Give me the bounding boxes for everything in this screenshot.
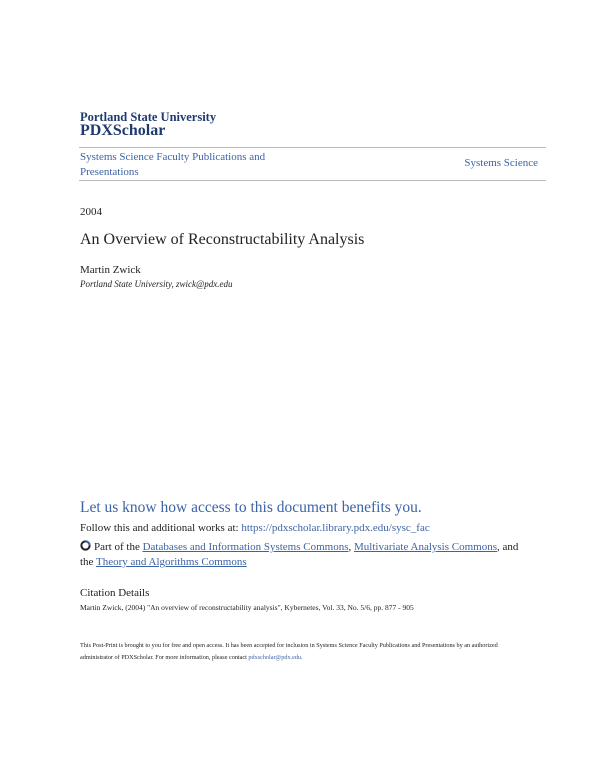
access-notice <box>80 640 525 664</box>
author-name: Martin Zwick <box>80 264 141 276</box>
author-affiliation: Portland State University, zwick@pdx.edu <box>80 279 233 289</box>
contact-email-link[interactable]: pdxscholar@pdx.edu <box>248 654 302 661</box>
collection-link[interactable]: Systems Science Faculty Publications and Presentations <box>80 151 266 178</box>
commons-separator-2: , and the <box>80 541 519 568</box>
paper-title: An Overview of Reconstructability Analysis <box>80 231 365 248</box>
follow-line <box>80 522 430 534</box>
multivariate-commons-link[interactable]: Multivariate Analysis Commons <box>354 541 497 553</box>
follow-text: Follow this and additional works at: <box>80 522 242 534</box>
repository-name[interactable]: PDXScholar <box>80 122 166 139</box>
university-name: Portland State University <box>80 110 217 124</box>
benefits-feedback-link[interactable]: Let us know how access to this document benefits you. <box>80 499 422 516</box>
commons-separator-1: , <box>348 541 354 553</box>
open-access-icon <box>80 540 91 551</box>
header-rule-top <box>79 147 546 148</box>
publication-year: 2004 <box>80 206 102 218</box>
citation-heading: Citation Details <box>80 587 150 599</box>
department-link[interactable]: Systems Science <box>464 157 538 169</box>
collection-url-link[interactable]: https://pdxscholar.library.pdx.edu/sysc_fac <box>241 522 430 534</box>
header-rule-bottom <box>79 180 546 181</box>
databases-commons-link[interactable]: Databases and Information Systems Commons <box>142 541 349 553</box>
part-of-line <box>80 540 530 570</box>
citation-text: Martin Zwick, (2004) "An overview of reconstructability analysis", Kybernetes, Vol. 33, No. 5/6, pp. 877 - 905 <box>80 603 414 612</box>
theory-commons-link[interactable]: Theory and Algorithms Commons <box>96 556 247 568</box>
notice-text: This Post-Print is brought to you for free and open access. It has been accepted for inclusion in Systems Science Faculty Publications and Presentations by an authorized administrator of PDXScholar. For more information, please contact <box>80 642 498 661</box>
notice-end: . <box>301 654 303 661</box>
part-of-prefix: Part of the <box>94 541 143 553</box>
